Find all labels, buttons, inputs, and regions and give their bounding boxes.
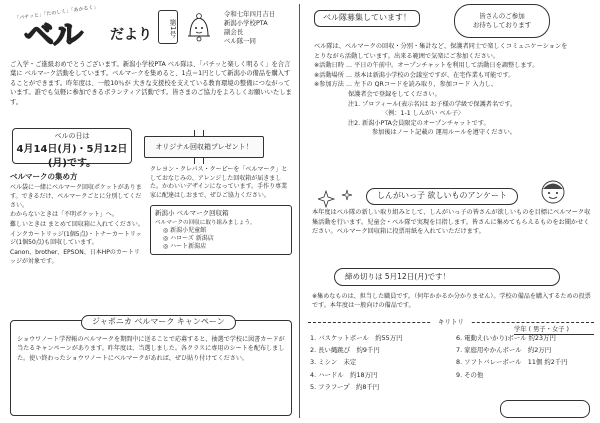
column-divider	[299, 4, 300, 418]
bell-day-badge	[12, 128, 132, 169]
survey-option[interactable]: 8. ソフトバレーボール 11個 約2千円	[456, 358, 568, 367]
author-team: ベル隊一同	[224, 36, 256, 45]
collection-place: ◎ ハローズ 新潟店	[163, 235, 214, 243]
cut-label: キリトリ	[432, 318, 470, 326]
children-face-icon	[536, 178, 570, 206]
issue-date: 令和七年四月吉日	[224, 10, 276, 18]
survey-col-left	[310, 332, 448, 393]
masthead-tagline: 「パチッと」「たのしく」「あかるく」	[13, 4, 99, 22]
masthead	[10, 4, 290, 60]
recruit-line: ベル隊は、ベルマークの回収・分別・集計など、保護者同士で楽しくコミュニケーションを	[314, 43, 568, 50]
survey-option[interactable]: 9. その他	[456, 370, 484, 379]
bell-day-dates: 4月14日(月)・5月12日(月)です。	[16, 144, 128, 169]
recruit-body	[312, 42, 592, 138]
recruit-title: ベル隊募集しています！	[314, 10, 420, 27]
bell-day-label: ベルの日は	[54, 132, 90, 140]
masthead-subtitle: だより	[110, 27, 152, 43]
issue-number: 第1号	[158, 10, 178, 44]
collection-box-title: 新潟小 ベルマーク回収箱	[155, 208, 229, 217]
grade-gender-field[interactable]: 学年 ( 男子・女子 )	[514, 326, 594, 335]
sparkle-icon	[318, 186, 358, 208]
survey-option[interactable]: 5. フラフープ 約8千円	[310, 382, 380, 391]
masthead-logo: ベル	[24, 18, 82, 53]
recruit-note: 注2. 新潟小PTA会員限定のオープンチャットです。	[348, 119, 490, 127]
deadline-banner	[334, 268, 560, 286]
recruit-note: 参加後はノート記載の 運用ルールを遵守ください。	[372, 129, 516, 137]
author-role: 副会長	[224, 27, 244, 36]
invite-cloud-text: 皆さんのご参加 お待ちしております	[472, 12, 532, 29]
how-item: 難しいときは まとめて回収箱に入れてください。	[10, 220, 144, 228]
wishlist-body: 本年度はベル隊の新しい取り組みとして、しんがいっ子の皆さんが欲しいものを目標にベルマーク収集活動を行います。児童会・ベル隊で実現を目指します。皆さんに集めてもらえるものをお聞かせください。ベルマーク回収箱に投票用紙を入れていただけます。	[312, 209, 591, 236]
right-column	[304, 0, 596, 423]
how-to-collect-section	[10, 172, 144, 267]
survey-col-right	[456, 332, 594, 393]
collection-place: ◎ ハート新潟店	[163, 243, 207, 251]
survey-option[interactable]: 2. 長い縄跳び 約9千円	[310, 346, 380, 355]
how-to-collect-title: ベルマークの集め方	[10, 172, 78, 181]
collection-place: ◎ 新潟小児童館	[163, 227, 207, 235]
how-item: インクカートリッジ(1個5点)・トナーカートリッジ(1個50点)も回収しています。	[10, 230, 142, 247]
bell-mascot-icon	[186, 12, 212, 42]
recruit-line: ※参加方法 … 左下の QRコードを読み取り、参加コード 入力し、	[314, 81, 498, 89]
collection-box-card	[150, 205, 292, 256]
wishlist-note: ※集めなものは、担当した職員です。（何年かかるか分かりません）。学校の備品を購入するための投票です。本年度は一般向けの備品です。	[312, 293, 591, 310]
survey-option[interactable]: 1. バスケットボール 約55万円	[310, 334, 403, 342]
recruit-line: 保護者会で登録をしてください。	[348, 91, 441, 99]
collection-box-note: ベルマークの回収に取り組みましょう。	[155, 219, 256, 226]
campaign-text: ショウワノート学習帳のベルマークを期間中に送ることで応募すると、抽選で学校に図書カードが当たるキャンペーンがあります。昨年度は、当選しました。各クラスに専用のシートを配布しました。使い終わったショウワノートにベルマークがあれば、ぜひ貼り付けてください。	[17, 336, 285, 362]
collection-box-section	[150, 166, 292, 255]
masthead-info	[224, 10, 275, 46]
gift-label: オリジナル回収箱プレゼント！	[155, 143, 253, 151]
recruit-example: 〈例：1-1 しんがい ベル子〉	[382, 110, 465, 118]
intro-paragraph: ご入学・ご進級おめでとうございます。新潟小学校PTA ベル隊は、「パチッと楽しく明るく」を合言葉に ベルマーク活動をしています。ベルマークを集めると、1点＝1円として新潟小の備品を購入することができます。昨年度は、一般10％が 大きな支援校を支えている教育環境の整備につながっています。誰でも気軽に参加できるボランティア活動です。皆さまのご協力をよろしくお願いいたします。	[10, 61, 292, 106]
how-item: Canon、brother、EPSON、日本HPのカートリッジが対象です。	[10, 248, 140, 265]
survey-option[interactable]: 7. 家庭用やかんボール 約2万円	[456, 346, 552, 355]
recruit-line: ※活動場所 … 基本は新潟小学校の会議室ですが、在宅作業も可能です。	[314, 71, 515, 79]
recruit-note: 注1. プロフィール(表示名)は お子様の学級で保護者名です。	[348, 100, 517, 108]
collection-intro: クレヨン・クレパス・クーピーを「ベルマーク」としておなじみの、アレンジした回収箱が届きました。かわいいデザインになっています。手作り専業家に配達はしおまで、ぜひご協力ください。	[150, 166, 288, 200]
japonica-campaign-box	[10, 317, 292, 416]
wishlist-title: しんがいっ子 欲しいものアンケート	[366, 188, 518, 205]
campaign-title: ジャポニカ ベルマーク キャンペーン	[81, 315, 236, 330]
survey-option[interactable]: 3. ミシン 未定	[310, 358, 357, 367]
invite-cloud	[454, 4, 550, 38]
how-item: わからないときは「不明ポケット」へ。	[10, 211, 118, 219]
survey-option[interactable]: 6. 電動え(いかり)ボール 約23万円	[456, 334, 556, 342]
survey-grid	[310, 332, 596, 393]
deadline-text: 締め切りは 5月12日(月)です！	[345, 272, 451, 281]
organization: 新潟小学校PTA	[224, 18, 268, 27]
recruit-line: とりながら活動しています。出来る範囲で気楽にご参加ください。	[314, 52, 500, 60]
left-column	[4, 0, 294, 423]
recruit-line: ※活動日時 … 平日の午前中。オープンチャットを利用して活動日を調整します。	[314, 62, 539, 70]
how-item: ベル袋に一緒にベルマーク回収ポケットがあります。できるだけ、ベルマークごとに分別してください。	[10, 184, 142, 209]
survey-option[interactable]: 4. ハードル 約18万円	[310, 370, 378, 379]
survey-options	[310, 332, 596, 393]
other-answer-field[interactable]	[500, 400, 590, 418]
how-to-collect-body	[10, 184, 144, 266]
gift-box	[144, 136, 264, 158]
